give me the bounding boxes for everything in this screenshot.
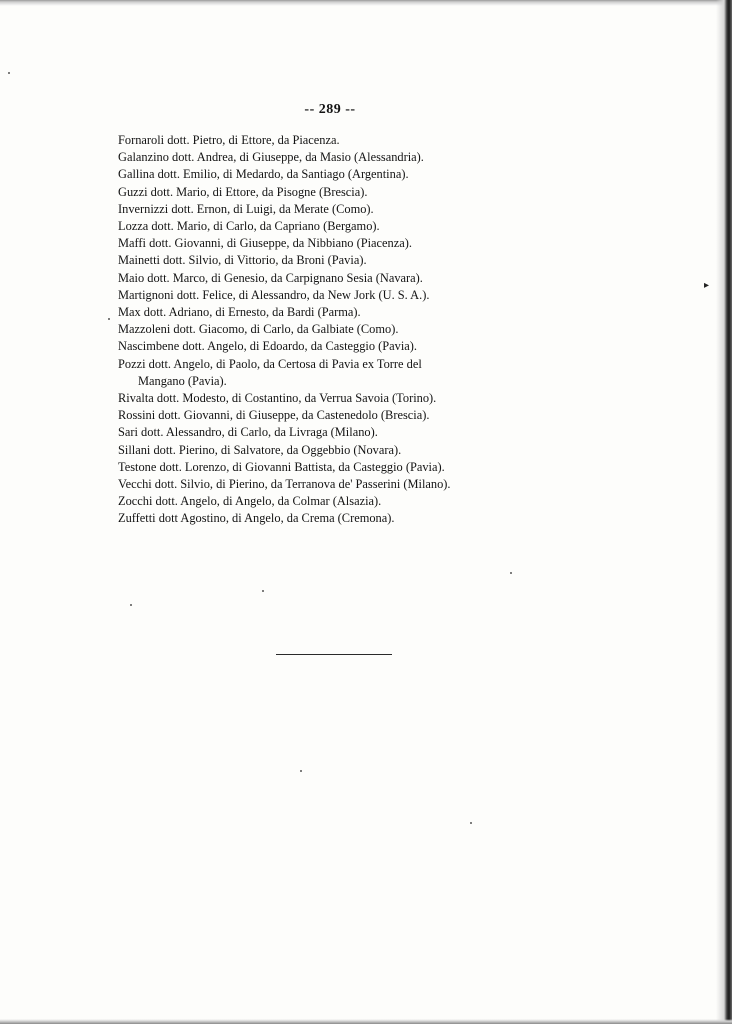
entry-text: Rossini dott. Giovanni, di Giuseppe, da Castenedolo (Brescia).	[118, 408, 430, 423]
list-item	[118, 321, 548, 338]
list-item	[118, 390, 548, 407]
scan-speck	[130, 604, 132, 606]
entry-text: Gallina dott. Emilio, di Medardo, da Santiago (Argentina).	[118, 167, 409, 182]
scan-speck	[470, 822, 472, 824]
list-item	[118, 201, 548, 218]
closing-rule	[276, 654, 392, 655]
entry-text: Guzzi dott. Mario, di Ettore, da Pisogne (Brescia).	[118, 184, 368, 199]
list-item	[118, 235, 548, 252]
entry-text: Nascimbene dott. Angelo, di Edoardo, da Casteggio (Pavia).	[118, 339, 418, 354]
entry-text: Zuffetti dott Agostino, di Angelo, da Crema (Cremona).	[118, 511, 395, 526]
scan-edge-top	[0, 0, 732, 6]
entry-text: Pozzi dott. Angelo, di Paolo, da Certosa di Pavia ex Torre del	[118, 356, 422, 371]
list-item	[118, 442, 548, 459]
list-item	[118, 132, 548, 149]
entry-text: Galanzino dott. Andrea, di Giuseppe, da Masio (Alessandria).	[118, 150, 424, 165]
list-item	[118, 270, 548, 287]
entry-text: Mainetti dott. Silvio, di Vittorio, da Broni (Pavia).	[118, 253, 367, 268]
list-item	[118, 459, 548, 476]
entry-continuation: Mangano (Pavia).	[138, 373, 227, 388]
list-item	[118, 476, 548, 493]
graduate-list	[118, 132, 548, 528]
scan-speck	[108, 318, 110, 320]
list-item	[118, 356, 548, 390]
list-item	[118, 338, 548, 355]
list-item	[118, 424, 548, 441]
list-item	[118, 510, 548, 527]
list-item	[118, 184, 548, 201]
list-item	[118, 287, 548, 304]
scan-speck	[8, 72, 10, 74]
page-number: -- 289 --	[304, 102, 356, 117]
entry-text: Zocchi dott. Angelo, di Angelo, da Colmar (Alsazia).	[118, 494, 382, 509]
list-item	[118, 149, 548, 166]
entry-text: Rivalta dott. Modesto, di Costantino, da Verrua Savoia (Torino).	[118, 391, 437, 406]
list-item	[118, 218, 548, 235]
scan-speck	[300, 770, 302, 772]
list-item	[118, 304, 548, 321]
entry-text: Testone dott. Lorenzo, di Giovanni Battista, da Casteggio (Pavia).	[118, 459, 445, 474]
entry-text: Max dott. Adriano, di Ernesto, da Bardi (Parma).	[118, 305, 361, 320]
entry-text: Sillani dott. Pierino, di Salvatore, da Oggebbio (Novara).	[118, 442, 402, 457]
margin-arrow-icon: ▸	[704, 280, 710, 291]
entry-text: Martignoni dott. Felice, di Alessandro, da New Jork (U. S. A.).	[118, 287, 430, 302]
scan-edge-bottom	[0, 1019, 732, 1024]
entry-text: Lozza dott. Mario, di Carlo, da Capriano (Bergamo).	[118, 219, 380, 234]
entry-text: Maffi dott. Giovanni, di Giuseppe, da Nibbiano (Piacenza).	[118, 236, 412, 251]
list-item	[118, 252, 548, 269]
entry-text: Mazzoleni dott. Giacomo, di Carlo, da Galbiate (Como).	[118, 322, 399, 337]
entry-text: Vecchi dott. Silvio, di Pierino, da Terranova de' Passerini (Milano).	[118, 477, 451, 492]
entry-text: Invernizzi dott. Ernon, di Luigi, da Merate (Como).	[118, 201, 374, 216]
entry-text: Maio dott. Marco, di Genesio, da Carpignano Sesia (Navara).	[118, 270, 423, 285]
list-item	[118, 407, 548, 424]
entry-text: Fornaroli dott. Pietro, di Ettore, da Piacenza.	[118, 133, 340, 147]
list-item	[118, 493, 548, 510]
entry-text: Sari dott. Alessandro, di Carlo, da Livraga (Milano).	[118, 425, 378, 440]
list-item	[118, 166, 548, 183]
scan-speck	[262, 590, 264, 592]
scan-edge-right	[716, 0, 732, 1024]
scan-speck	[510, 572, 512, 574]
